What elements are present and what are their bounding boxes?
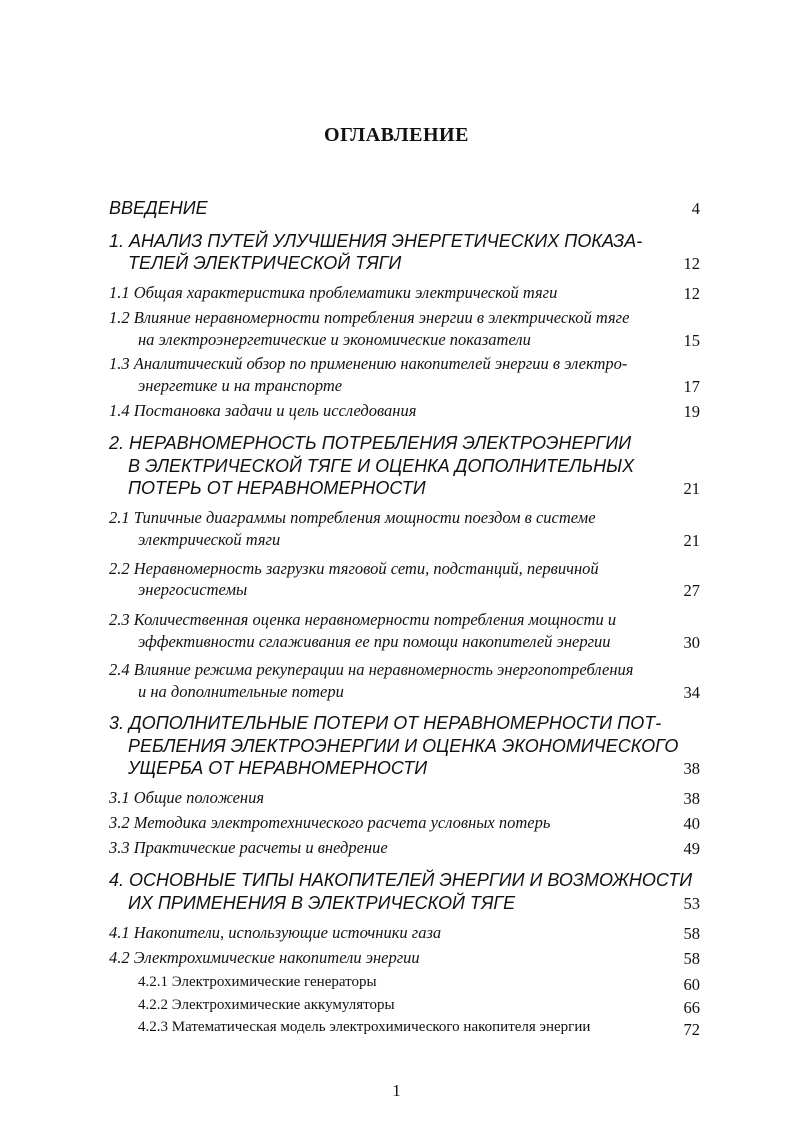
toc-entry-text: 4.1 Накопители, использующие источники газа <box>109 923 442 942</box>
toc-entry-text: электрической тяги <box>138 530 281 549</box>
toc-entry-text: РЕБЛЕНИЯ ЭЛЕКТРОЭНЕРГИИ И ОЦЕНКА ЭКОНОМИЧЕСКОГО <box>128 736 679 756</box>
toc-entry-page-number: 34 <box>683 683 700 702</box>
toc-entry-text: 2.1 Типичные диаграммы потребления мощности поездом в системе <box>109 508 596 527</box>
toc-entry-text: и на дополнительные потери <box>138 682 344 701</box>
toc-entry-text: УЩЕРБА ОТ НЕРАВНОМЕРНОСТИ <box>128 758 428 778</box>
page-number-footer: 1 <box>392 1081 401 1100</box>
toc-entry-text: 2.4 Влияние режима рекуперации на неравномерность энергопотребления <box>109 660 634 679</box>
toc-entry-page-number: 49 <box>683 839 700 858</box>
toc-entry-page-number: 17 <box>683 377 700 396</box>
toc-entry-text: 4.2.3 Математическая модель электрохимического накопителя энергии <box>138 1019 591 1035</box>
toc-entry-text: 3.1 Общие положения <box>109 788 265 807</box>
toc-entry-text: 4.2.2 Электрохимические аккумуляторы <box>138 997 395 1013</box>
toc-entry-page-number: 12 <box>683 284 700 303</box>
toc-entry-page-number: 12 <box>683 254 700 273</box>
toc-entry-page-number: 38 <box>683 759 700 778</box>
toc-entry-text: 4. ОСНОВНЫЕ ТИПЫ НАКОПИТЕЛЕЙ ЭНЕРГИИ И ВОЗМОЖНОСТИ <box>109 870 693 890</box>
toc-entry-page-number: 30 <box>683 633 700 652</box>
toc-entry-page-number: 19 <box>683 402 700 421</box>
toc-entry-text: эффективности сглаживания ее при помощи накопителей энергии <box>138 632 611 651</box>
toc-entry-text: 1.3 Аналитический обзор по применению накопителей энергии в электро- <box>109 354 628 373</box>
toc-entry-text: ТЕЛЕЙ ЭЛЕКТРИЧЕСКОЙ ТЯГИ <box>128 253 402 273</box>
toc-entry-page-number: 53 <box>683 894 700 913</box>
toc-entry-text: 1.1 Общая характеристика проблематики электрической тяги <box>109 283 558 302</box>
toc-entry-page-number: 66 <box>683 998 700 1017</box>
toc-entry-page-number: 38 <box>683 789 700 808</box>
toc-entry-page-number: 40 <box>683 814 700 833</box>
toc-entry-text: 2.2 Неравномерность загрузки тяговой сети, подстанций, первичной <box>109 559 599 578</box>
toc-entry-text: ПОТЕРЬ ОТ НЕРАВНОМЕРНОСТИ <box>128 478 426 498</box>
toc-entry-page-number: 58 <box>683 924 700 943</box>
page-title: ОГЛАВЛЕНИЕ <box>324 124 469 146</box>
toc-entry-text: ВВЕДЕНИЕ <box>109 198 208 218</box>
toc-entry-page-number: 60 <box>683 975 700 994</box>
toc-entry-text: 3. ДОПОЛНИТЕЛЬНЫЕ ПОТЕРИ ОТ НЕРАВНОМЕРНОСТИ ПОТ- <box>109 713 662 733</box>
toc-entry-text: 3.2 Методика электротехнического расчета условных потерь <box>109 813 551 832</box>
toc-entry-text: 4.2.1 Электрохимические генераторы <box>138 974 377 990</box>
toc-entry-page-number: 72 <box>683 1020 700 1039</box>
toc-entry-text: 4.2 Электрохимические накопители энергии <box>109 948 420 967</box>
toc-entry-text: 3.3 Практические расчеты и внедрение <box>109 838 388 857</box>
toc-entry-page-number: 15 <box>683 331 700 350</box>
toc-entry-text: энергосистемы <box>138 580 248 599</box>
toc-entry-page-number: 21 <box>683 479 700 498</box>
toc-entry-page-number: 27 <box>683 581 700 600</box>
toc-entry-page-number: 21 <box>683 531 700 550</box>
toc-entry-text: на электроэнергетические и экономические показатели <box>138 330 531 349</box>
toc-entry-page-number: 58 <box>683 949 700 968</box>
toc-entry-text: ИХ ПРИМЕНЕНИЯ В ЭЛЕКТРИЧЕСКОЙ ТЯГЕ <box>128 893 516 913</box>
toc-entry-text: 2. НЕРАВНОМЕРНОСТЬ ПОТРЕБЛЕНИЯ ЭЛЕКТРОЭНЕРГИИ <box>109 433 632 453</box>
toc-entry-text: 1. АНАЛИЗ ПУТЕЙ УЛУЧШЕНИЯ ЭНЕРГЕТИЧЕСКИХ ПОКАЗА- <box>109 231 643 251</box>
toc-entry-text: 2.3 Количественная оценка неравномерности потребления мощности и <box>109 610 617 629</box>
toc-entry-page-number: 4 <box>691 199 700 218</box>
toc-entry-text: энергетике и на транспорте <box>138 376 343 395</box>
toc-entry-text: 1.4 Постановка задачи и цель исследования <box>109 401 417 420</box>
toc-entry-text: 1.2 Влияние неравномерности потребления энергии в электрической тяге <box>109 308 630 327</box>
toc-entry-text: В ЭЛЕКТРИЧЕСКОЙ ТЯГЕ И ОЦЕНКА ДОПОЛНИТЕЛЬНЫХ <box>128 456 635 476</box>
